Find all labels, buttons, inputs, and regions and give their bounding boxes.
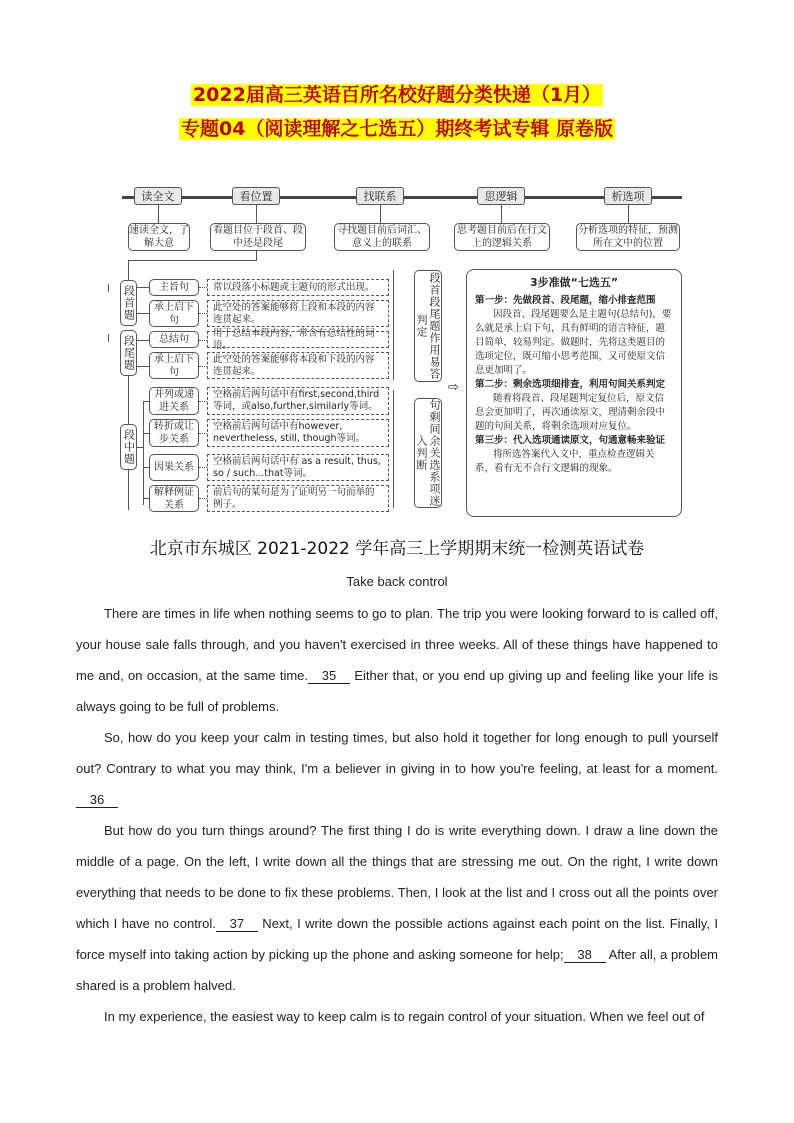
step1-body: 因段首、段尾题要么是主题句(总结句)，要么就是承上启下句，具有鲜明的语言特征，题目简单，较易判定。做题时，先将这类题目的选项定位，既可缩小思考范围，又可使原文信息更加明了。: [475, 309, 672, 376]
arrow-right-icon: ⇨: [448, 380, 459, 395]
article-paragraph-4: In my experience, the easiest way to keep calm is to regain control of your situation. When we feel out of: [104, 1009, 705, 1024]
rule-desc-transition-1: 此空处的答案能够将上段和本段的内容连贯起来。: [207, 300, 389, 327]
step-find-link: 找联系: [356, 187, 404, 205]
blank-37[interactable]: 37: [216, 916, 258, 932]
blank-38[interactable]: 38: [564, 947, 606, 963]
rule-desc-parallel: 空格前后两句话中有first,second,third等词，或also,further,similarly等词。: [207, 387, 389, 415]
desc-find-link: 寻找题目前后词汇、意义上的联系: [334, 223, 430, 251]
blank-36[interactable]: 36: [76, 792, 118, 808]
rule-type-example: 解释例证关系: [149, 485, 199, 512]
step-read-all: 读全文: [134, 187, 182, 205]
side-note-lower: 句剩间余关选系项迷入判断: [415, 399, 441, 507]
rule-desc-transition-2: 此空处的答案能够将本段和下段的内容连贯起来。: [207, 352, 389, 379]
rule-desc-cause-effect: 空格前后两句话中有 as a result, thus, so / such...that等词。: [207, 454, 389, 481]
rule-desc-summary: 用于总结本段内容，常含有总结性的词语。: [207, 331, 389, 348]
rule-type-summary: 总结句: [149, 331, 199, 348]
article-paragraph-1: There are times in life when nothing seems to go to plan. The trip you were looking forward to is called off, your house sale falls through, and you haven't exercised in three weeks. All of these things have happened to me and, on occasion, at the same time. 35 Either that, or you end up giving up and feeling like your life is always going to be full of problems.: [76, 606, 718, 714]
label-middle-para: 段中题: [120, 424, 137, 470]
desc-think-logic: 思考题目前后在行文上的逻辑关系: [454, 223, 550, 251]
rule-type-topic-sentence: 主旨句: [149, 279, 199, 296]
rule-type-parallel: 并列或递进关系: [149, 387, 199, 415]
label-first-para: 段首题: [120, 280, 137, 326]
step3-body: 将所选答案代入文中，重点检查逻辑关系，看有无不合行文逻辑的现象。: [475, 449, 655, 474]
desc-see-position: 看题目位于段首、段中还是段尾: [210, 223, 306, 251]
rule-desc-contrast: 空格前后两句话中有however, nevertheless, still, though等词。: [207, 419, 389, 447]
three-steps-title: 3步准做“七选五”: [529, 276, 619, 289]
article-paragraph-2: So, how do you keep your calm in testing times, but also hold it together for long enough to pull yourself out? Contrary to what you may think, I'm a believer in giving in to how you're feeling, at least for a moment.36: [76, 730, 718, 807]
doc-title-line2: 专题04（阅读理解之七选五）期终考试专辑 原卷版: [180, 118, 614, 140]
blank-35[interactable]: 35: [308, 668, 350, 684]
rule-type-transition-1: 承上启下句: [149, 300, 199, 327]
exam-section-title: 北京市东城区 2021-2022 学年高三上学期期末统一检测英语试卷: [149, 539, 645, 559]
doc-title-line1: 2022届高三英语百所名校好题分类快递（1月）: [192, 84, 602, 106]
strategy-diagram: [0, 0, 794, 520]
step2-body: 随着将段首、段尾题判定复位后，原文信息会更加明了，再次通读原文，理清剩余段中题的句间关系，将剩余选项对应复位。: [475, 393, 666, 432]
step1-head: 第一步：先做段首、段尾题，缩小排查范围: [475, 295, 656, 306]
article-body: [76, 598, 718, 1032]
desc-read-all: 速读全文，了解大意: [129, 225, 189, 249]
rule-type-cause-effect: 因果关系: [149, 454, 199, 481]
three-steps-box: [466, 269, 682, 517]
step-analyze-options: 析选项: [604, 187, 652, 205]
rule-desc-topic-sentence: 常以段落小标题或主题句的形式出现。: [207, 279, 389, 296]
article-paragraph-3: But how do you turn things around? The first thing I do is write everything down. I draw a line down the middle of a page. On the left, I write down all the things that are stressing me out. On the right, I write down everything that needs to be done to fix these problems. Then, I look at the list and I cross out all the points over which I have no control. 37 Next, I write down the possible actions against each point on the list. Finally, I force myself into taking action by picking up the phone and asking someone for help; 38 After all, a problem shared is a problem halved.: [76, 823, 719, 993]
rule-type-transition-2: 承上启下句: [149, 352, 199, 379]
label-last-para: 段尾题: [120, 330, 137, 376]
desc-analyze-options: 分析选项的特征，预测所在文中的位置: [578, 225, 678, 249]
rule-type-contrast: 转折或让步关系: [149, 419, 199, 447]
step2-head: 第二步：剩余选项细排查，利用句间关系判定: [475, 379, 666, 390]
rule-desc-example: 前后句的某句是为了证明另一句而举的例子。: [207, 485, 389, 512]
step-think-logic: 思逻辑: [477, 187, 525, 205]
step3-head: 第三步：代入选项通读原文，句通意畅来验证: [475, 435, 666, 446]
article-title: Take back control: [346, 574, 448, 589]
step-see-position: 看位置: [232, 187, 280, 205]
side-note-upper: 段首段尾题作用易答判定: [415, 272, 441, 380]
